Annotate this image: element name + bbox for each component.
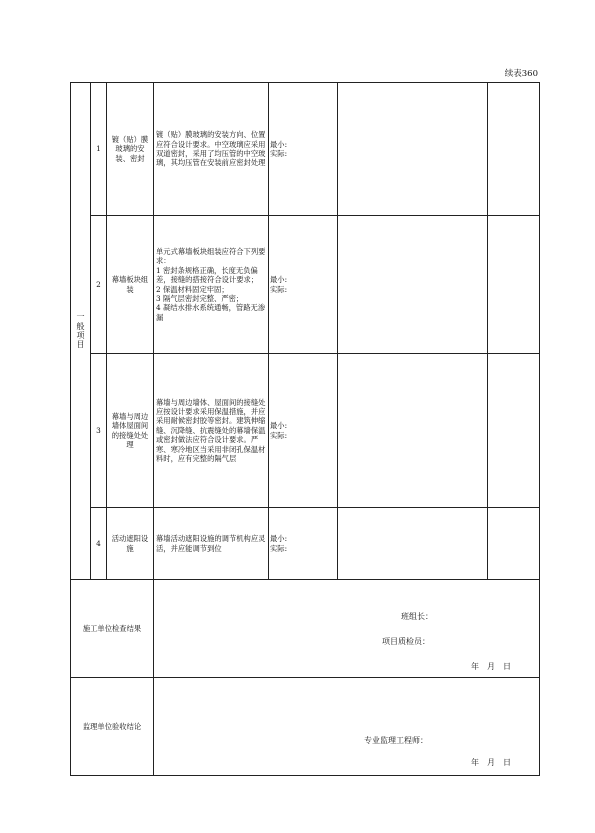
page-label: 续表360 [504, 69, 538, 79]
item-name: 镀（贴）膜玻璃的安装、密封 [107, 83, 154, 216]
measurement-cell[interactable] [269, 83, 338, 216]
item-number: 2 [91, 216, 107, 354]
supervision-signature-area[interactable] [154, 678, 540, 776]
table-row [71, 580, 540, 678]
category-label: 一般项目 [76, 312, 85, 350]
item-number: 4 [91, 508, 107, 580]
remark-cell[interactable] [488, 216, 540, 354]
team-leader-label: 班组长： [401, 612, 433, 621]
requirement-line: 3 隔气层密封完整、严密； [156, 293, 244, 303]
item-requirement: 幕墙活动遮阳设施的调节机构应灵活，并应能调节到位 [154, 508, 269, 580]
item-name: 幕墙板块组装 [107, 216, 154, 354]
min-label: 最小: [270, 534, 288, 544]
supervision-label: 监理单位验收结论 [71, 678, 154, 776]
check-result-cell[interactable] [338, 354, 488, 508]
actual-label: 实际: [270, 149, 288, 158]
construction-signature-area[interactable] [154, 580, 540, 678]
check-result-cell[interactable] [338, 216, 488, 354]
requirement-line: 单元式幕墙板块组装应符合下列要求： [156, 246, 266, 266]
measurement-cell[interactable] [269, 216, 338, 354]
requirement-line: 1 密封条规格正确，长度无负偏差，接缝的搭接符合设计要求； [156, 265, 259, 285]
actual-label: 实际: [270, 430, 288, 440]
inspection-table [70, 82, 540, 776]
table-row [71, 216, 540, 354]
min-label: 最小: [270, 421, 288, 431]
item-name: 活动遮阳设施 [107, 508, 154, 580]
requirement-line: 2 保温材料固定牢固； [156, 284, 229, 294]
table-row [71, 354, 540, 508]
measurement-cell[interactable] [269, 508, 338, 580]
item-requirement: 幕墙与周边墙体、屋面间的接缝处应按设计要求采用保温措施，并应采用耐候密封胶等密封。建筑伸缩缝、沉降缝、抗震缝处的幕墙保温或密封做法应符合设计要求。严寒、寒冷地区当采用非闭孔保温材料时，应有完整的隔气层 [154, 354, 269, 508]
table-row [71, 678, 540, 776]
item-number: 1 [91, 83, 107, 216]
supervising-engineer-label: 专业监理工程师： [364, 736, 428, 745]
remark-cell[interactable] [488, 83, 540, 216]
supervision-date: 年 月 日 [471, 758, 511, 767]
construction-date: 年 月 日 [471, 662, 511, 671]
check-result-cell[interactable] [338, 83, 488, 216]
min-label: 最小: [270, 139, 288, 149]
item-requirement: 镀（贴）膜玻璃的安装方向、位置应符合设计要求。中空玻璃应采用双道密封，采用了均压管的中空玻璃，其均压管在安装前应密封处理 [154, 83, 269, 216]
item-name: 幕墙与周边墙体屋面间的接缝处处理 [107, 354, 154, 508]
quality-inspector-label: 项目质检员： [382, 637, 430, 646]
category-cell [71, 83, 91, 580]
table-row [71, 83, 540, 216]
construction-label: 施工单位检查结果 [71, 580, 154, 678]
check-result-cell[interactable] [338, 508, 488, 580]
item-requirement [154, 216, 269, 354]
remark-cell[interactable] [488, 354, 540, 508]
measurement-cell[interactable] [269, 354, 338, 508]
actual-label: 实际: [270, 543, 288, 553]
table-row [71, 508, 540, 580]
remark-cell[interactable] [488, 508, 540, 580]
requirement-line: 4 凝结水排水系统通畅，管路无渗漏 [156, 303, 266, 322]
actual-label: 实际: [270, 284, 288, 294]
item-number: 3 [91, 354, 107, 508]
min-label: 最小: [270, 275, 288, 285]
